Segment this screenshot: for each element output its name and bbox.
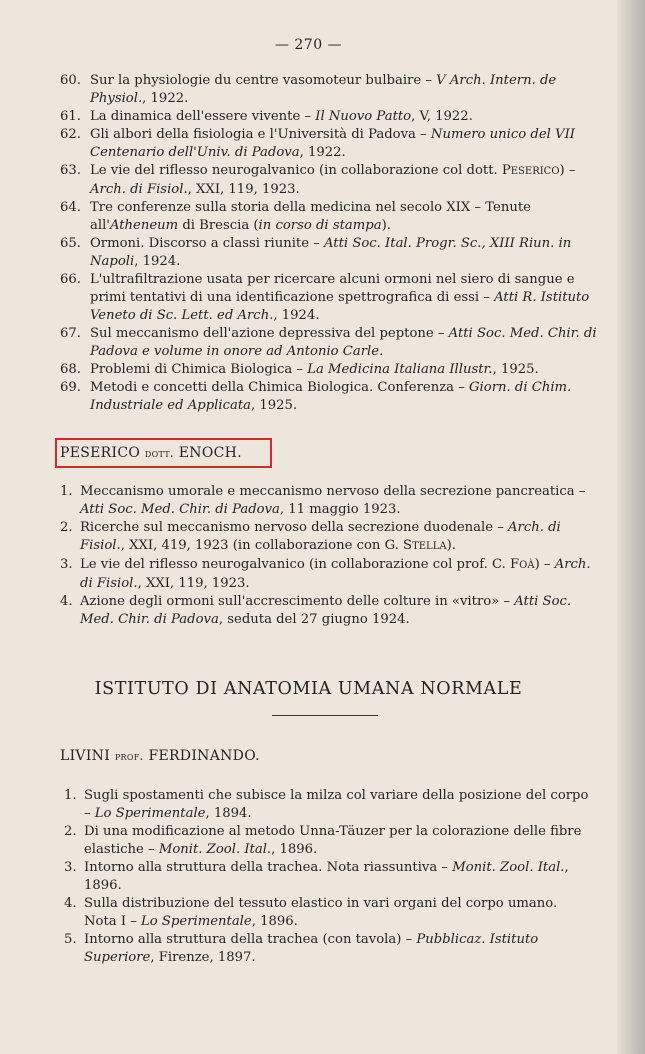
list-item (64, 823, 594, 859)
highlight-box (55, 438, 272, 468)
author-heading-livini (60, 747, 260, 765)
list-item (60, 72, 600, 108)
list-item (60, 126, 600, 162)
item-number: 68. (60, 362, 81, 377)
item-number: 2. (64, 824, 77, 839)
item-number: 4. (64, 896, 77, 911)
item-number: 3. (64, 860, 77, 875)
list-item (60, 361, 600, 379)
item-number: 65. (60, 236, 81, 251)
item-number: 66. (60, 272, 81, 287)
list-item (60, 593, 596, 629)
list-item (60, 162, 600, 199)
author-surname: LIVINI (60, 748, 111, 764)
item-number: 64. (60, 200, 81, 215)
page-number: — 270 — (274, 37, 343, 53)
item-text: L'ultrafiltrazione usata per ricercare alcuni ormoni nel siero di sangue e primi tentativi di una identificazione spettrografica di essi – Atti R. Istituto Veneto di Sc. Lett. ed Arch., 1924. (90, 272, 590, 323)
item-text: Intorno alla struttura della trachea (con tavola) – Pubblicaz. Istituto Superiore, Firenze, 1897. (84, 932, 539, 965)
item-number: 69. (60, 380, 81, 395)
list-item (60, 519, 596, 556)
item-text: Sul meccanismo dell'azione depressiva del peptone – Atti Soc. Med. Chir. di Padova e volume in onore ad Antonio Carle. (90, 326, 597, 359)
item-number: 63. (60, 163, 81, 178)
publication-list-2 (60, 483, 596, 629)
item-number: 3. (60, 557, 73, 572)
item-text: Problemi di Chimica Biologica – La Medicina Italiana Illustr., 1925. (90, 362, 539, 377)
item-text: Gli albori della fisiologia e l'Università di Padova – Numero unico del VII Centenario dell'Univ. di Padova, 1922. (90, 127, 576, 160)
item-text: Sur la physiologie du centre vasomoteur bulbaire – V Arch. Intern. de Physiol., 1922. (90, 73, 557, 106)
list-item (60, 379, 600, 415)
publication-list-3 (64, 787, 594, 967)
item-text: Di una modificazione al metodo Unna-Täuzer per la colorazione delle fibre elastiche – Monit. Zool. Ital., 1896. (84, 824, 582, 857)
list-item (64, 931, 594, 967)
list-item (64, 859, 594, 895)
item-text: Ricerche sul meccanismo nervoso della secrezione duodenale – Arch. di Fisiol., XXI, 419, 1923 (in collaborazione con G. STELLA). (80, 520, 561, 553)
item-number: 67. (60, 326, 81, 341)
institute-heading: ISTITUTO DI ANATOMIA UMANA NORMALE (94, 679, 523, 699)
item-text: Sugli spostamenti che subisce la milza col variare della posizione del corpo – Lo Sperimentale, 1894. (84, 788, 589, 821)
item-text: Metodi e concetti della Chimica Biologica. Conferenza – Giorn. di Chim. Industriale ed Applicata, 1925. (90, 380, 572, 413)
author-title: prof. (114, 749, 144, 763)
item-text: Azione degli ormoni sull'accrescimento delle colture in «vitro» – Atti Soc. Med. Chir. di Padova, seduta del 27 giugno 1924. (80, 594, 572, 627)
item-text: Le vie del riflesso neurogalvanico (in collaborazione col prof. C. FOÀ) – Arch. di Fisiol., XXI, 119, 1923. (80, 557, 591, 591)
item-text: Meccanismo umorale e meccanismo nervoso della secrezione pancreatica – Atti Soc. Med. Chir. di Padova, 11 maggio 1923. (80, 484, 586, 517)
item-text: Sulla distribuzione del tessuto elastico in vari organi del corpo umano. Nota I – Lo Sperimentale, 1896. (84, 896, 558, 929)
author-given-name: FERDINANDO. (148, 748, 260, 764)
item-number: 2. (60, 520, 73, 535)
author-given-name: ENOCH. (178, 445, 242, 461)
heading-rule (272, 715, 378, 716)
list-item (60, 325, 600, 361)
author-surname: PESERICO (60, 445, 141, 461)
item-number: 4. (60, 594, 73, 609)
item-number: 5. (64, 932, 77, 947)
list-item (60, 271, 600, 325)
item-number: 61. (60, 109, 81, 124)
list-item (60, 235, 600, 271)
item-number: 60. (60, 73, 81, 88)
item-text: Intorno alla struttura della trachea. Nota riassuntiva – Monit. Zool. Ital., 1896. (84, 860, 569, 893)
author-title: dott. (144, 446, 174, 460)
list-item (60, 483, 596, 519)
item-text: Ormoni. Discorso a classi riunite – Atti Soc. Ital. Progr. Sc., XIII Riun. in Napoli, 1924. (90, 236, 572, 269)
book-gutter-shadow (617, 0, 645, 1054)
list-item (60, 108, 600, 126)
list-item (64, 895, 594, 931)
item-text: Le vie del riflesso neurogalvanico (in collaborazione col dott. PESERICO) – Arch. di Fisiol., XXI, 119, 1923. (90, 163, 576, 197)
item-number: 1. (60, 484, 73, 499)
item-text: La dinamica dell'essere vivente – Il Nuovo Patto, V, 1922. (90, 109, 473, 124)
list-item (60, 199, 600, 235)
item-number: 1. (64, 788, 77, 803)
item-text: Tre conferenze sulla storia della medicina nel secolo XIX – Tenute all'Atheneum di Brescia (in corso di stampa). (90, 200, 531, 233)
publication-list-1 (60, 72, 600, 415)
item-number: 62. (60, 127, 81, 142)
list-item (60, 556, 596, 593)
list-item (64, 787, 594, 823)
